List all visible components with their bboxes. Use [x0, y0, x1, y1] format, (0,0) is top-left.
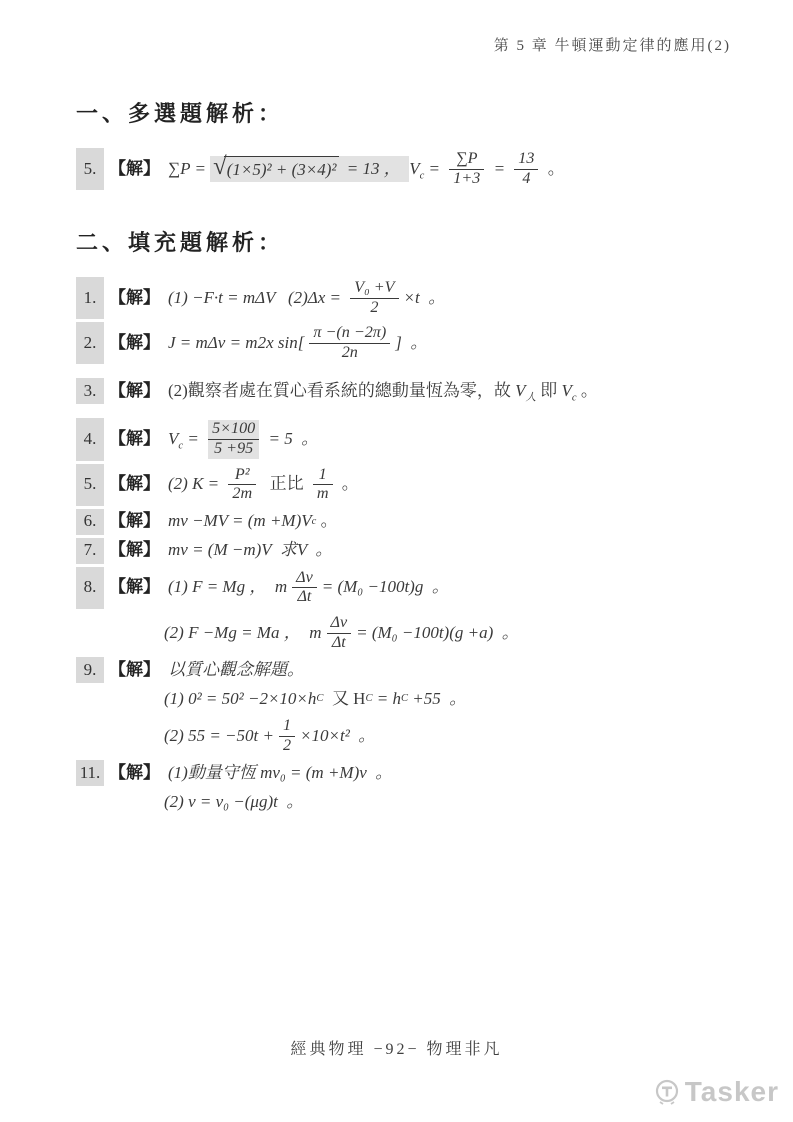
solution-tag: 【解】	[109, 332, 160, 352]
formula-text: (2)觀察者處在質心看系統的總動量恆為零，故	[168, 381, 516, 400]
formula: (2) v = v₀ −(μg)t 。	[164, 791, 304, 811]
subscript: c	[178, 440, 184, 452]
solution-item-7	[76, 538, 735, 564]
formula-text: =	[424, 158, 445, 178]
fraction-denominator: 1+3	[449, 169, 484, 189]
formula-text: 。	[543, 158, 565, 178]
solution-tag: 【解】	[109, 511, 160, 531]
formula-text: = (M₀ −100t)(g +a) 。	[356, 622, 519, 642]
header-chapter-title: 第 5 章 牛頓運動定律的應用(2)	[493, 38, 731, 54]
fraction	[309, 324, 390, 362]
item-number: 6.	[76, 509, 104, 535]
variable: $V_c$	[409, 158, 425, 181]
formula-text: (2) F −Mg = Ma ， m	[164, 622, 322, 642]
solution-item-9-line-1	[76, 657, 735, 683]
solution-tag: 【解】	[109, 577, 160, 597]
fraction-numerator: 1	[282, 717, 292, 735]
footer-text: 經典物理 −92− 物理非凡	[290, 1041, 503, 1058]
item-number: 5.	[76, 464, 104, 506]
formula: mv −MV = (m +M)V c 。	[168, 510, 338, 533]
fraction-denominator: 2	[350, 298, 398, 318]
formula-text: (1) −F·t = mΔV (2)Δx =	[168, 287, 346, 307]
fraction-numerator: π −(n −2π)	[313, 324, 387, 342]
solution-item-11-line-2	[164, 789, 735, 815]
solution-item-8-line-1	[76, 567, 735, 609]
fraction	[228, 466, 256, 504]
item-number: 11.	[76, 760, 104, 786]
fraction-numerator: 1	[318, 465, 327, 483]
formula	[168, 464, 359, 506]
solution-item-11-line-1	[76, 760, 735, 786]
formula-text: = 13 ，	[342, 158, 410, 178]
fraction-numerator: V₀ +V	[354, 279, 395, 297]
item-number: 9.	[76, 657, 104, 683]
fraction	[327, 614, 352, 652]
fraction	[279, 717, 295, 755]
solution-item-2	[76, 322, 735, 364]
formula-text: mv −MV = (m +M)V	[168, 511, 312, 531]
formula	[168, 277, 445, 319]
formula-text: (2) K =	[168, 474, 224, 494]
formula-text: ] 。	[395, 332, 428, 352]
formula: mv = (M −m)V 求V 。	[168, 540, 333, 560]
formula	[164, 612, 519, 654]
fraction-denominator: Δt	[292, 587, 317, 607]
solution-tag: 【解】	[109, 659, 160, 679]
fraction	[514, 150, 538, 188]
formula-text: = h	[372, 688, 401, 708]
solution-item-5	[76, 464, 735, 506]
fraction-denominator: 2m	[228, 484, 256, 504]
formula-text: 。	[316, 511, 338, 531]
fraction	[292, 569, 317, 607]
item-number: 5.	[76, 148, 104, 190]
tasker-watermark	[652, 1076, 779, 1108]
formula-text: (2) 55 = −50t +	[164, 725, 274, 745]
formula	[164, 715, 375, 757]
formula	[168, 148, 565, 190]
solution-item-9-line-2	[164, 686, 735, 712]
formula: (1)動量守恆 mv₀ = (m +M)v 。	[168, 762, 393, 782]
variable: $V_c$	[168, 429, 184, 452]
highlighted-expression	[210, 153, 410, 182]
fraction-denominator: 2n	[309, 343, 390, 363]
variable: $V_人$	[515, 381, 536, 404]
item-number: 2.	[76, 322, 104, 364]
square-root	[213, 153, 339, 182]
formula-text: ∑P =	[168, 158, 211, 178]
formula	[168, 567, 449, 609]
section-title-fill-in: 二、填充題解析：	[76, 230, 285, 256]
formula: 以質心觀念解題。	[168, 659, 304, 679]
solution-item-3	[76, 378, 735, 404]
formula-text: (1) 0² = 50² −2×10×h	[164, 688, 317, 708]
formula-text: +55 。	[408, 688, 467, 708]
section-title-multiple-choice: 一、多選題解析：	[76, 101, 285, 126]
fraction-numerator: Δv	[330, 613, 348, 631]
subscript: c	[571, 392, 577, 404]
watermark-label: Tasker	[684, 1076, 779, 1107]
solution-tag: 【解】	[109, 474, 160, 494]
formula-text: =	[183, 429, 204, 449]
formula-text: (1) F = Mg ， m	[168, 577, 288, 597]
solution-item-s1-5	[76, 148, 735, 190]
fraction-numerator: P²	[234, 465, 250, 483]
item-number: 1.	[76, 277, 104, 319]
formula-text: ×t 。	[403, 287, 446, 307]
fraction-denominator: Δt	[327, 633, 352, 653]
solution-item-8-line-2	[164, 612, 735, 654]
fraction-denominator: 5 +95	[208, 439, 259, 459]
fraction-numerator: 13	[518, 150, 535, 167]
solution-item-4	[76, 418, 735, 460]
fraction-denominator: m	[313, 484, 333, 504]
formula	[168, 322, 427, 364]
item-number: 7.	[76, 538, 104, 564]
fraction-denominator: 4	[514, 169, 538, 189]
item-number: 4.	[76, 418, 104, 460]
fraction-denominator: 2	[279, 736, 295, 756]
formula	[168, 418, 318, 460]
formula-text: ×10×t² 。	[300, 725, 376, 745]
subscript: 人	[525, 392, 536, 404]
subscript: c	[419, 170, 425, 181]
formula: (1) 0² = 50² −2×10×h C 又 H C = h C +55 。	[164, 688, 466, 711]
fraction	[208, 420, 259, 458]
solution-tag: 【解】	[109, 287, 160, 307]
solution-tag: 【解】	[109, 429, 160, 449]
radical-sign: √	[213, 153, 227, 181]
fraction	[449, 150, 484, 188]
solution-tag: 【解】	[109, 381, 160, 400]
fraction-numerator: ∑P	[456, 150, 478, 167]
fraction	[350, 279, 398, 317]
formula-text: 。	[576, 381, 598, 400]
formula-text: 又 H	[323, 688, 366, 708]
item-number: 8.	[76, 567, 104, 609]
formula-text: 。	[337, 474, 359, 494]
solution-tag: 【解】	[109, 540, 160, 560]
fraction-numerator: Δv	[296, 568, 313, 586]
formula	[168, 380, 598, 403]
formula-text: = 5 。	[264, 429, 319, 449]
formula-text: 即	[536, 381, 562, 400]
formula-text: 正比	[261, 474, 308, 494]
formula-text: J = mΔv = m2x sin[	[168, 332, 305, 352]
solution-item-1	[76, 277, 735, 319]
fraction	[313, 466, 333, 504]
radicand: (1×5)² + (3×4)²	[224, 156, 340, 182]
solution-tag: 【解】	[109, 762, 160, 782]
item-number: 3.	[76, 378, 104, 404]
formula-text: = (M₀ −100t)g 。	[321, 577, 449, 597]
formula-text: =	[489, 158, 510, 178]
solution-tag: 【解】	[109, 158, 160, 178]
variable: $V_c$	[561, 381, 577, 404]
solution-item-6	[76, 509, 735, 535]
fraction-numerator: 5×100	[212, 420, 256, 438]
tasker-logo-icon	[652, 1077, 682, 1107]
solution-item-9-line-3	[164, 715, 735, 757]
